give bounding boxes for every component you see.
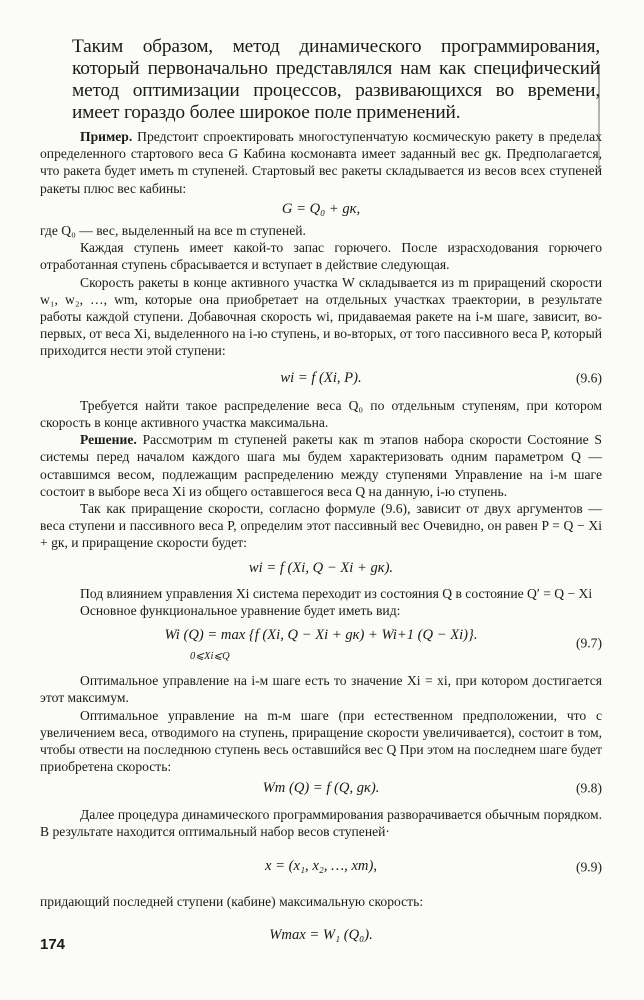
paragraph-speed: Скорость ракеты в конце активного участка W складывается из m приращений скорости w₁, w₂, …, wm, которые она приобретает на отдельных участках траектории, в результате работы каждой ступени. Добавочная скорость wi, придаваемая ракете на i-м шаге, зависит, во-первых, от веса Xi, выделенного на i-ю ступень, и во-вторых, от того пассивного веса P, который приходится нести этой ступени: — [40, 274, 602, 359]
paragraph-where: где Q₀ — вес, выделенный на все m ступеней. — [40, 223, 306, 239]
paragraph-increment: Так как приращение скорости, согласно формуле (9.6), зависит от двух аргументов — веса ступени и пассивного веса P, определим этот пассивный вес Очевидно, он равен P = Q − Xi + gк, и приращение скорости будет: — [40, 501, 602, 551]
equation-wi: wi = f (Xi, Q − Xi + gк). — [248, 559, 394, 576]
paragraph-optimal-i: Оптимальное управление на i-м шаге есть то значение Xi = xi, при котором достигается этот максимум. — [40, 673, 602, 706]
paragraph-optimal-m: Оптимальное управление на m-м шаге (при естественном предположении, что с увеличением веса, отводимого на ступень, приращение скорости увеличивается), состоит в том, чтобы отвести на последнюю ступень весь оставшийся вес Q При этом на последнем шаге будет приобретена скорость: — [40, 707, 602, 775]
equation-start-weight: G = Q₀ + gк, — [281, 200, 361, 217]
lead-paragraph: Таким образом, метод динамического программирования, который первоначально представлялся нам как специфический метод оптимизации процессов, развивающихся во времени, имеет гораздо более широкое поле применений. — [72, 36, 600, 123]
page-number: 174 — [40, 936, 66, 953]
solution-runin: Решение. — [80, 432, 137, 448]
paragraph-fuel: Каждая ступень имеет какой-то запас горючего. После израсходования горючего отработанная ступень сбрасывается и вступает в действие следующая. — [40, 240, 602, 273]
equation-9-7-limit: 0⩽Xi⩽Q — [190, 651, 230, 663]
equation-9-7-formula: Wi (Q) = max {f (Xi, Q − Xi + gк) + Wi+1 (Q − Xi)}. — [164, 627, 478, 644]
equation-9-8-formula: Wm (Q) = f (Q, gк). — [262, 779, 380, 796]
page-body — [40, 128, 602, 944]
paragraph-procedure: Далее процедура динамического программирования разворачивается обычным порядком. В результате находится оптимальный набор весов ступеней· — [40, 806, 602, 839]
solution-text: Рассмотрим m ступеней ракеты как m этапов набора скорости Состояние S системы перед началом каждого шага мы будем характеризовать одним параметром Q — оставшимся весом, подлежащим распределению между ступенями Управление на i-м шаге состоит в выборе веса Xi из общего оставшегося веса Q на данную, i-ю ступень. — [40, 432, 602, 499]
solution-paragraph — [40, 431, 602, 500]
equation-9-6 — [40, 370, 602, 387]
equation-9-7 — [40, 623, 602, 663]
paragraph-final: придающий последней ступени (кабине) максимальную скорость: — [40, 894, 424, 910]
example-runin: Пример. — [80, 129, 133, 144]
equation-9-8-number: (9.8) — [575, 780, 602, 796]
equation-wmax: Wmax = W₁ (Q₀). — [269, 926, 373, 943]
equation-9-7-number: (9.7) — [575, 635, 602, 651]
example-paragraph — [40, 128, 602, 197]
example-text: Предстоит спроектировать многоступенчатую космическую ракету в пределах определенного стартового веса G Кабина космонавта имеет заданный вес gк. Предполагается, что ракета будет иметь m ступеней. Стартовый вес ракеты складывается из весов всех ступеней ракеты плюс вес кабины: — [40, 129, 602, 196]
paragraph-control: Под влиянием управления Xi система переходит из состояния Q в состояние Q′ = Q − Xi — [80, 585, 593, 601]
equation-9-6-formula: wi = f (Xi, P). — [280, 369, 362, 386]
equation-9-9 — [40, 858, 602, 875]
equation-9-9-number: (9.9) — [575, 859, 602, 875]
paragraph-required: Требуется найти такое распределение веса Q₀ по отдельным ступеням, при котором скорость в конце активного участка максимальна. — [40, 397, 602, 431]
paragraph-functional: Основное функциональное уравнение будет иметь вид: — [80, 603, 401, 619]
equation-9-8 — [40, 780, 602, 797]
equation-9-6-number: (9.6) — [575, 370, 602, 386]
equation-9-9-formula: x = (x₁, x₂, …, xm), — [265, 858, 377, 875]
